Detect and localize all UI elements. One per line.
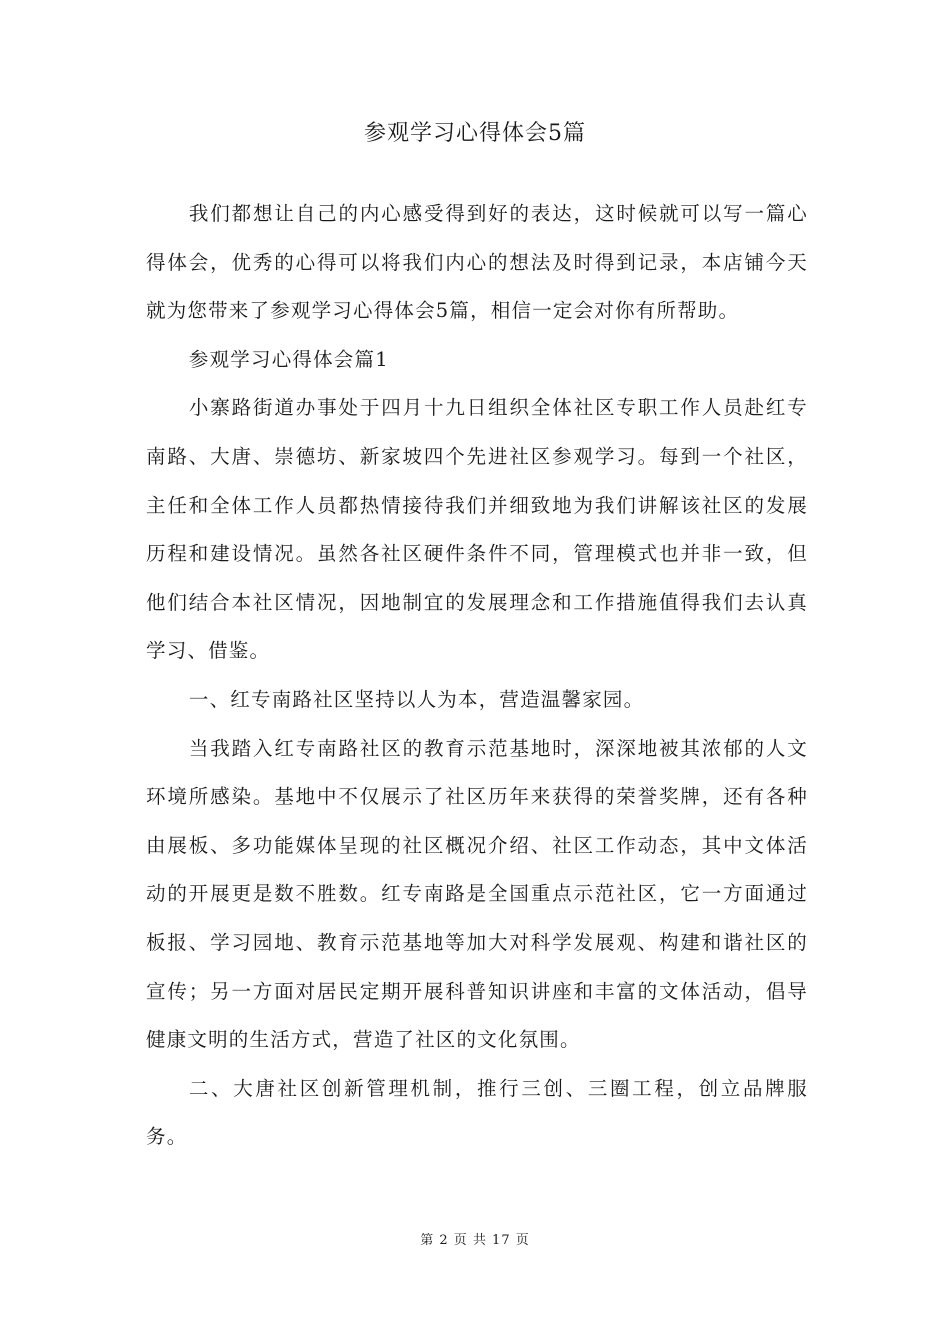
body-paragraph: 小寨路街道办事处于四月十九日组织全体社区专职工作人员赴红专南路、大唐、崇德坊、新家坡四个先进社区参观学习。每到一个社区，主任和全体工作人员都热情接待我们并细致地为我们讲解该社区的发展历程和建设情况。虽然各社区硬件条件不同，管理模式也并非一致，但他们结合本社区情况，因地制宜的发展理念和工作措施值得我们去认真学习、借鉴。 [146, 396, 808, 663]
document-title: 参观学习心得体会5篇 [364, 121, 586, 146]
body-paragraph: 当我踏入红专南路社区的教育示范基地时，深深地被其浓郁的人文环境所感染。基地中不仅展示了社区历年来获得的荣誉奖牌，还有各种由展板、多功能媒体呈现的社区概况介绍、社区工作动态，其中文体活动的开展更是数不胜数。红专南路是全国重点示范社区，它一方面通过板报、学习园地、教育示范基地等加大对科学发展观、构建和谐社区的宣传；另一方面对居民定期开展科普知识讲座和丰富的文体活动，倡导健康文明的生活方式，营造了社区的文化氛围。 [146, 736, 808, 1052]
document-body [146, 190, 808, 1162]
subsection-heading: 二、大唐社区创新管理机制，推行三创、三圈工程，创立品牌服务。 [146, 1076, 808, 1149]
section-heading: 参观学习心得体会篇1 [188, 347, 389, 371]
page-number-footer: 第 2 页 共 17 页 [420, 1233, 530, 1248]
intro-paragraph: 我们都想让自己的内心感受得到好的表达，这时候就可以写一篇心得体会，优秀的心得可以将我们内心的想法及时得到记录，本店铺今天就为您带来了参观学习心得体会5篇，相信一定会对你有所帮助。 [146, 202, 808, 323]
subsection-heading: 一、红专南路社区坚持以人为本，营造温馨家园。 [188, 687, 645, 711]
